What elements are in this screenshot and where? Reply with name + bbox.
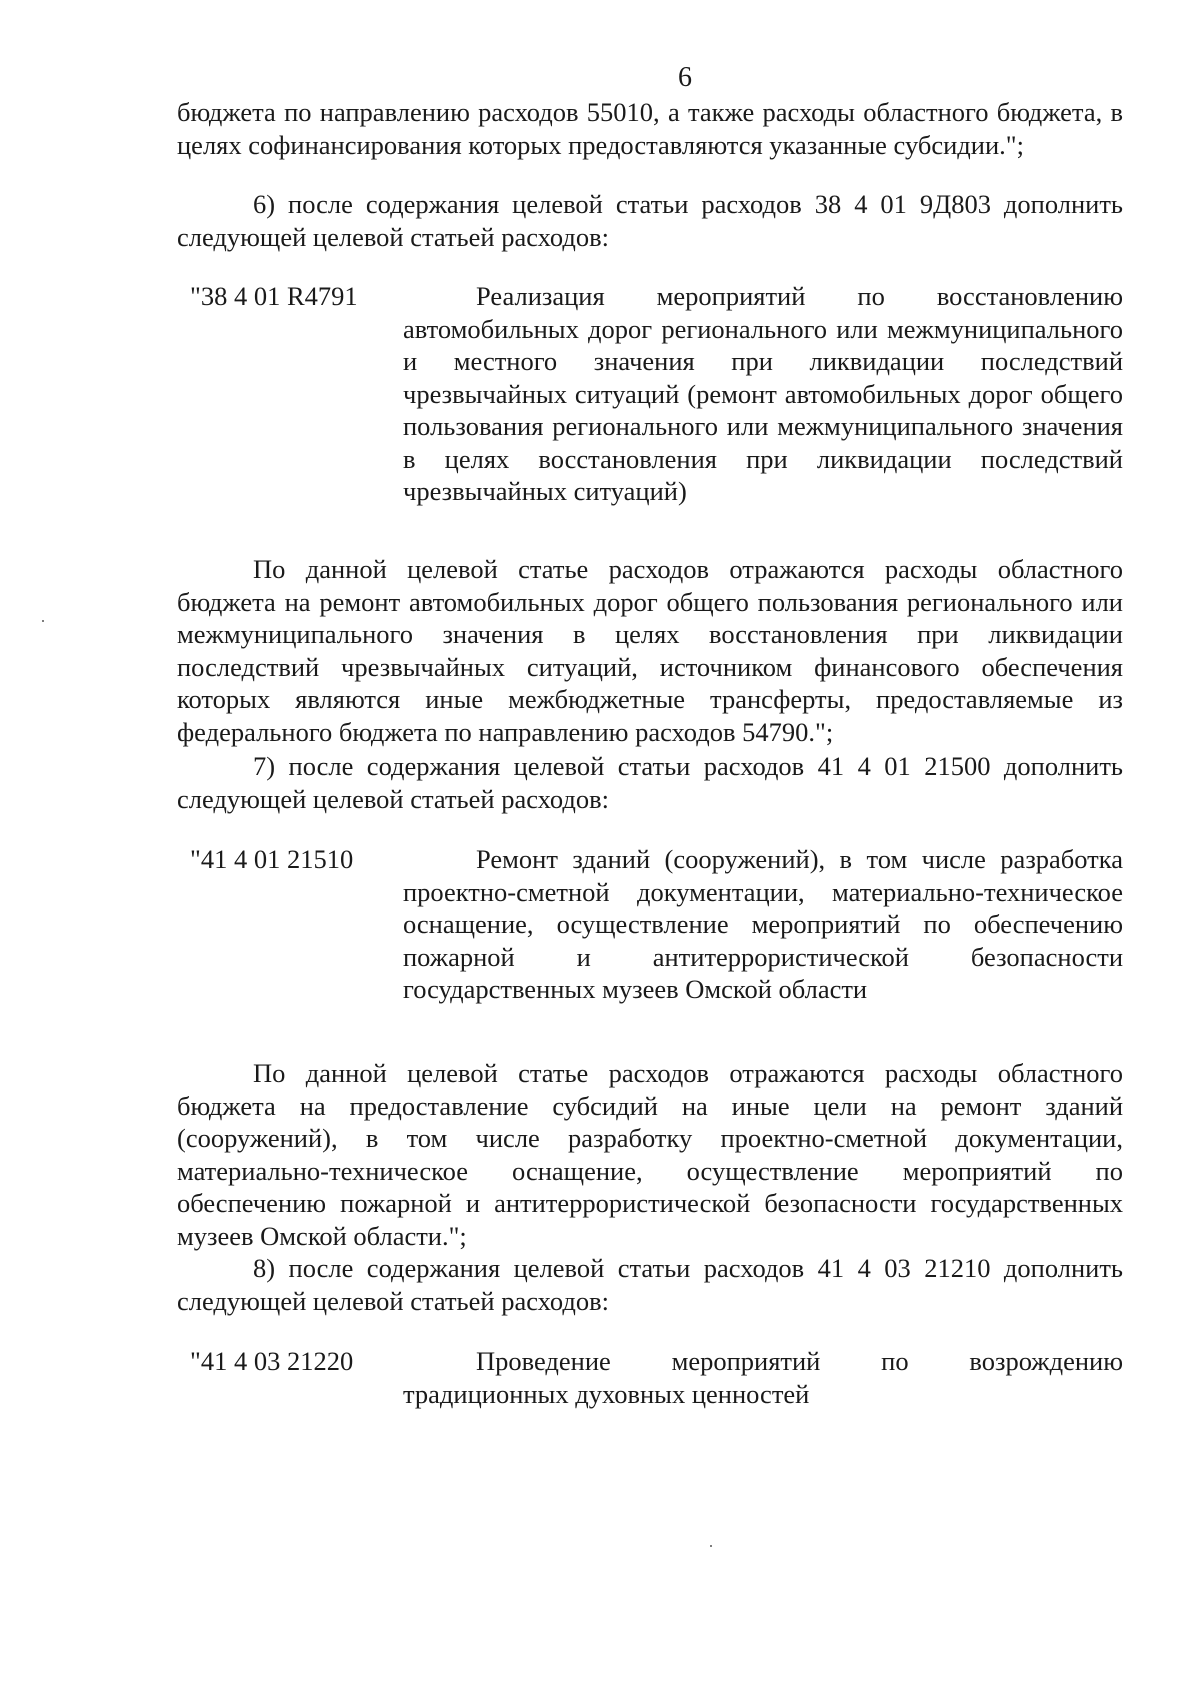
paragraph-item-7-text: 7) после содержания целевой статьи расходов 41 4 01 21500 дополнить следующей целевой статьей расходов: bbox=[177, 751, 1123, 814]
paragraph-item-7-explanation-text: По данной целевой статье расходов отражаются расходы областного бюджета на предоставление субсидий на иные цели на ремонт зданий (сооружений), в том числе разработку проектно-сметной документации, материально-техническое оснащение, осуществление мероприятий по обеспечению пожарной и антитеррористической безопасности государственных музеев Омской области."; bbox=[177, 1058, 1123, 1251]
article-code-3: "41 4 03 21220 bbox=[190, 1346, 354, 1376]
article-code-1: "38 4 01 R4791 bbox=[190, 281, 358, 311]
paragraph-intro-text: бюджета по направлению расходов 55010, а также расходы областного бюджета, в целях софинансирования которых предоставляются указанные субсидии."; bbox=[177, 97, 1123, 160]
paragraph-item-6-text: 6) после содержания целевой статьи расходов 38 4 01 9Д803 дополнить следующей целевой статьей расходов: bbox=[177, 189, 1123, 252]
article-description-2 bbox=[403, 843, 1123, 1006]
article-description-2-text: Ремонт зданий (сооружений), в том числе разработка проектно-сметной документации, материально-техническое оснащение, осуществление мероприятий по обеспечению пожарной и антитеррористической безопасности государственных музеев Омской области bbox=[403, 844, 1123, 1004]
paragraph-item-6 bbox=[177, 188, 1123, 253]
article-description-3 bbox=[403, 1345, 1123, 1410]
paragraph-item-7-explanation bbox=[177, 1057, 1123, 1252]
page-number: 6 bbox=[678, 62, 692, 93]
article-description-3-text: Проведение мероприятий по возрождению традиционных духовных ценностей bbox=[403, 1346, 1123, 1409]
paragraph-item-7 bbox=[177, 750, 1123, 815]
paragraph-item-6-explanation-text: По данной целевой статье расходов отражаются расходы областного бюджета на ремонт автомобильных дорог общего пользования регионального или межмуниципального значения в целях восстановления при ликвидации последствий чрезвычайных ситуаций, источником финансового обеспечения которых являются иные межбюджетные трансферты, предоставляемые из федерального бюджета по направлению расходов 54790."; bbox=[177, 554, 1123, 747]
paragraph-item-8 bbox=[177, 1252, 1123, 1317]
paragraph-intro bbox=[177, 96, 1123, 161]
scan-speck bbox=[710, 1545, 712, 1547]
scan-speck bbox=[42, 620, 44, 622]
paragraph-item-8-text: 8) после содержания целевой статьи расходов 41 4 03 21210 дополнить следующей целевой статьей расходов: bbox=[177, 1253, 1123, 1316]
paragraph-item-6-explanation bbox=[177, 553, 1123, 748]
article-description-1-text: Реализация мероприятий по восстановлению автомобильных дорог регионального или межмуниципального и местного значения при ликвидации последствий чрезвычайных ситуаций (ремонт автомобильных дорог общего пользования регионального или межмуниципального значения в целях восстановления при ликвидации последствий чрезвычайных ситуаций) bbox=[403, 281, 1123, 506]
article-description-1 bbox=[403, 280, 1123, 508]
article-code-2: "41 4 01 21510 bbox=[190, 844, 354, 874]
